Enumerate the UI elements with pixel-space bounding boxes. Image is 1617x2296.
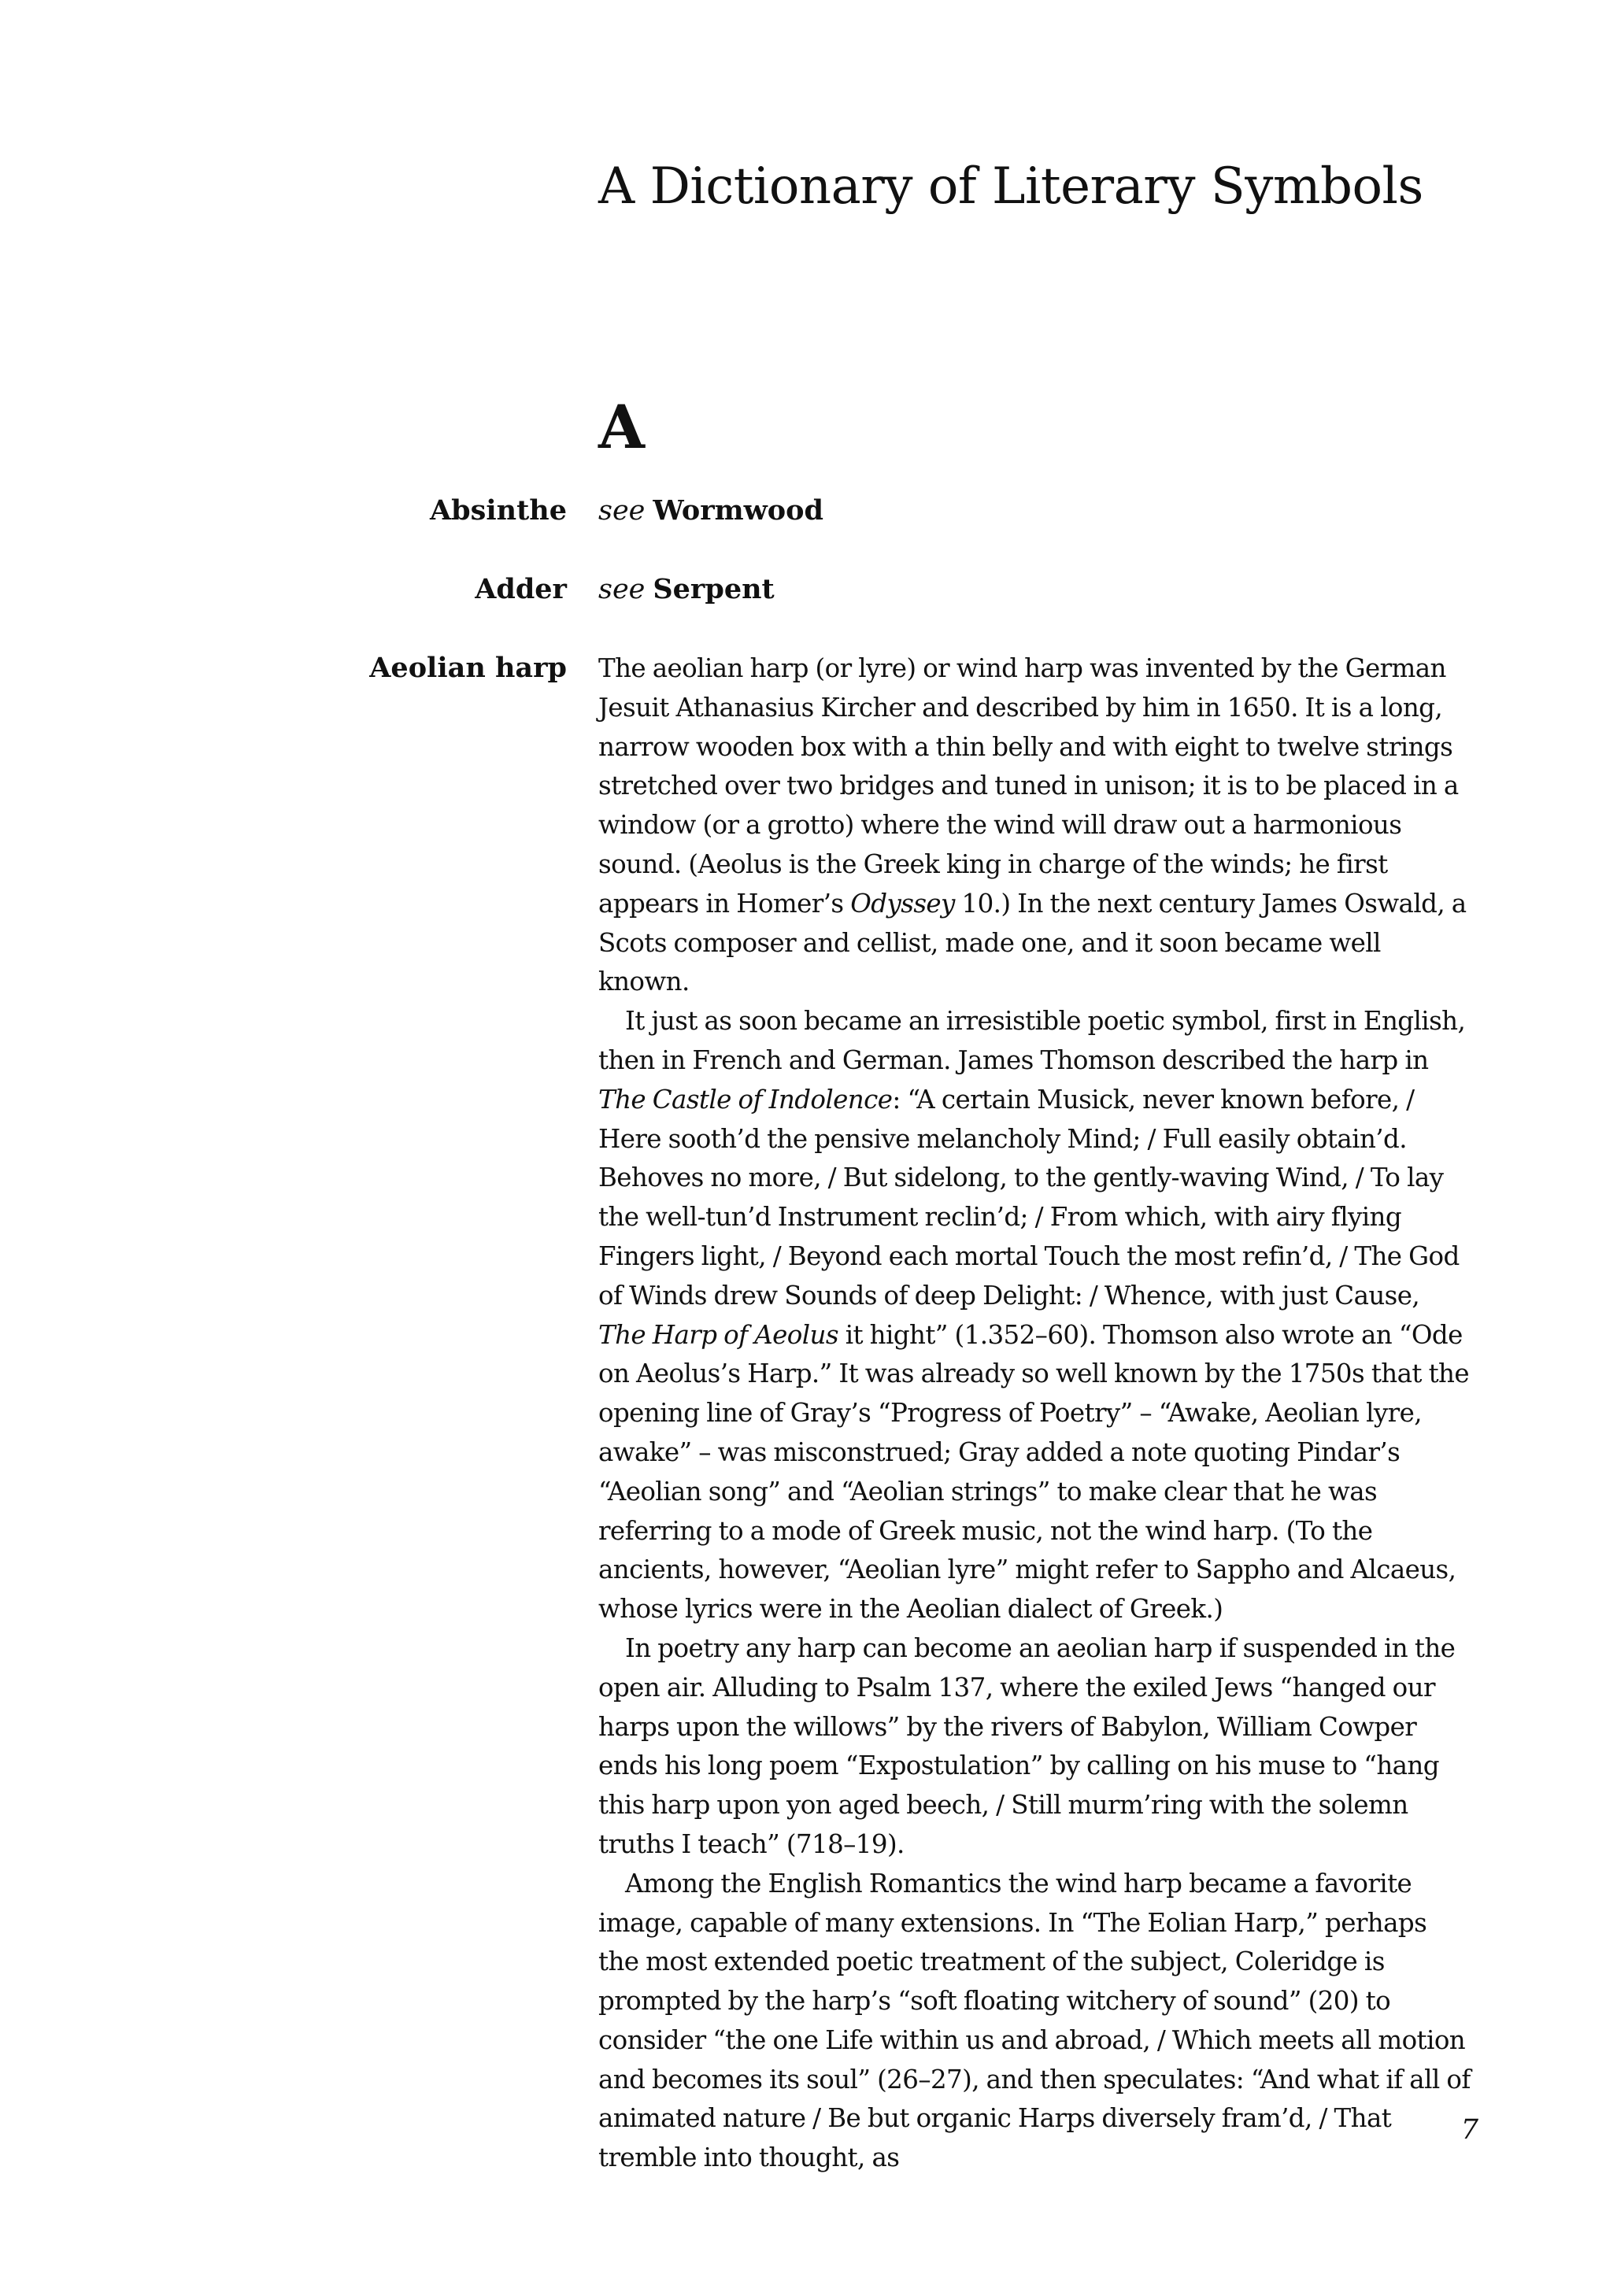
italic-title: The Harp of Aeolus: [598, 1319, 838, 1350]
text-run: Among the English Romantics the wind harp became a favorite image, capable of many extensions. In “The Eolian Harp,” perhaps the most extended poetic treatment of the subject, Coleridge is prompted by the harp’s “soft floating witchery of sound” (20) to consider “the one Life within us and abroad, / Which meets all motion and becomes its soul” (26–27), and then speculates: “And what if all of animated nature / Be but organic Harps diversely fram’d, / That tremble into thought, as: [598, 1868, 1471, 2173]
section-letter: A: [598, 392, 645, 462]
body-paragraph: [598, 1865, 1472, 2178]
text-run: The aeolian harp (or lyre) or wind harp was invented by the German Jesuit Athanasius Kircher and described by him in 1650. It is a long, narrow wooden box with a thin belly and with eight to twelve strings stretched over two bridges and tuned in unison; it is to be placed in a window (or a grotto) where the wind will draw out a harmonious sound. (Aeolus is the Greek king in charge of the winds; he first appears in Homer’s: [598, 653, 1459, 919]
page-title: A Dictionary of Literary Symbols: [598, 157, 1423, 216]
body-paragraph: [598, 1002, 1472, 1629]
body-paragraph: [598, 649, 1472, 1002]
entry-term: Adder: [475, 573, 567, 605]
text-run: it hight” (1.352–60). Thomson also wrote an “Ode on Aeolus’s Harp.” It was already so well known by the 1750s that the opening line of Gray’s “Progress of Poetry” – “Awake, Aeolian lyre, awake” – was misconstrued; Gray added a note quoting Pindar’s “Aeolian song” and “Aeolian strings” to make clear that he was referring to a mode of Greek music, not the wind harp. (To the ancients, however, “Aeolian lyre” might refer to Sappho and Alcaeus, whose lyrics were in the Aeolian dialect of Greek.): [598, 1319, 1469, 1625]
italic-title: Odyssey: [850, 888, 955, 919]
cross-reference-target: Serpent: [653, 573, 775, 605]
body-paragraph: [598, 1629, 1472, 1865]
entry-term: Aeolian harp: [369, 652, 567, 684]
entry-term: Absinthe: [430, 494, 567, 527]
see-label: see: [598, 495, 646, 527]
see-label: see: [598, 574, 646, 605]
italic-title: The Castle of Indolence: [598, 1084, 893, 1115]
entry-body-aeolian-harp: [598, 649, 1472, 2178]
cross-reference-target: Wormwood: [653, 494, 823, 527]
cross-reference: [598, 570, 775, 609]
text-run: : “A certain Musick, never known before, / Here sooth’d the pensive melancholy Mind; / Full easily obtain’d. Behoves no more, / But sidelong, to the gently-waving Wind, / To lay the well-tun’d Instrument reclin’d; / From which, with airy flying Fingers light, / Beyond each mortal Touch the most refin’d, / The God of Winds drew Sounds of deep Delight: / Whence, with just Cause,: [598, 1084, 1460, 1311]
text-run: In poetry any harp can become an aeolian harp if suspended in the open air. Alluding to Psalm 137, where the exiled Jews “hanged our harps upon the willows” by the rivers of Babylon, William Cowper ends his long poem “Expostulation” by calling on his muse to “hang this harp upon yon aged beech, / Still murm’ring with the solemn truths I teach” (718–19).: [598, 1632, 1456, 1859]
text-run: 10.) In the next century James Oswald, a Scots composer and cellist, made one, and it soon became well known.: [598, 888, 1467, 997]
text-run: It just as soon became an irresistible poetic symbol, first in English, then in French and German. James Thomson described the harp in: [598, 1006, 1466, 1075]
cross-reference: [598, 491, 823, 531]
page-number: 7: [1460, 2114, 1478, 2146]
